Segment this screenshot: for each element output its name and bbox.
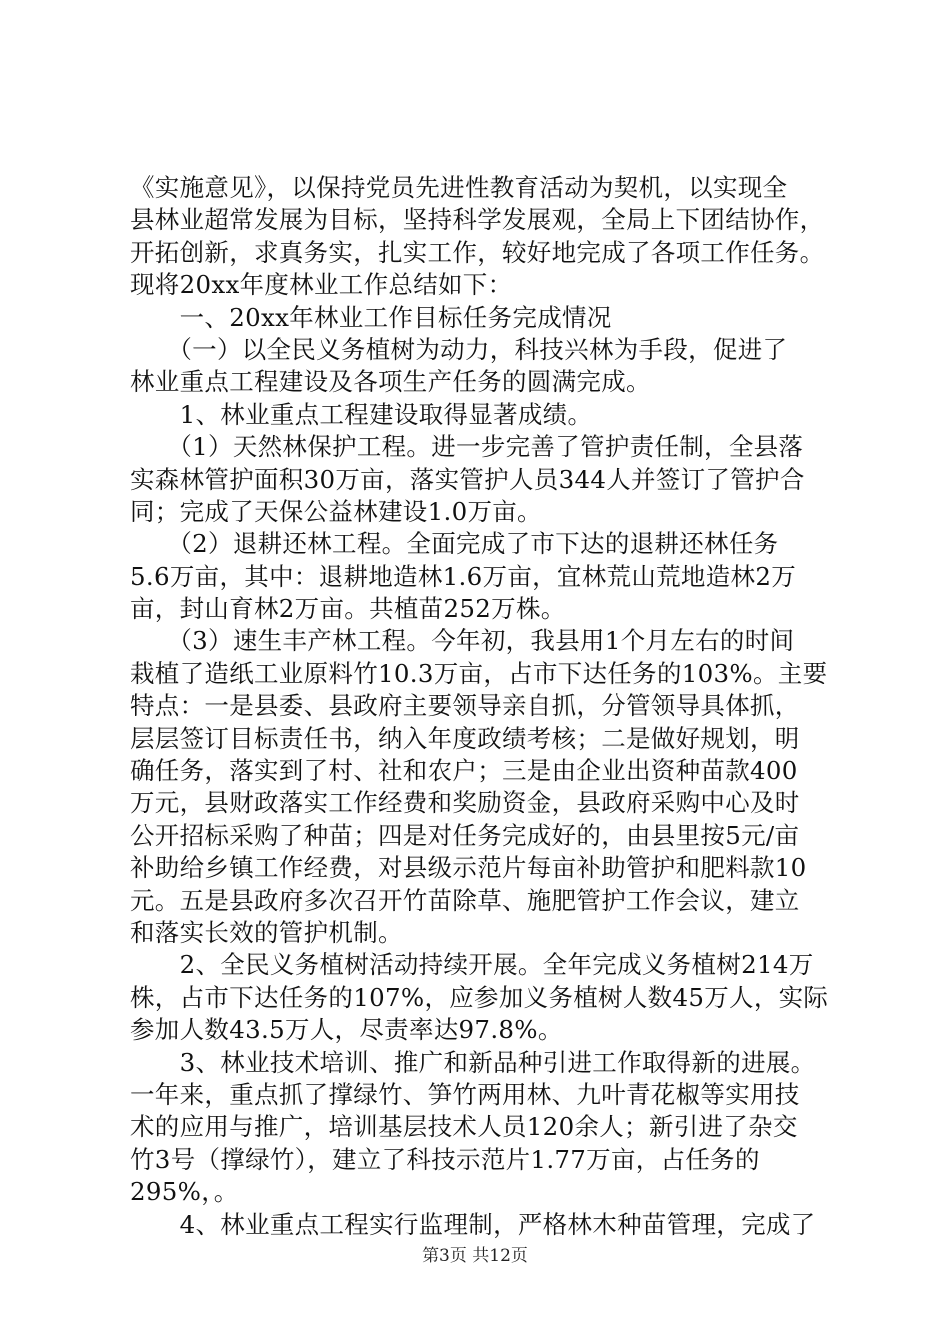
text-line: 元。五是县政府多次召开竹苗除草、施肥管护工作会议，建立 [130, 885, 800, 915]
text-line: 补助给乡镇工作经费，对县级示范片每亩补助管护和肥料款10 [130, 853, 807, 883]
text-line: 2、全民义务植树活动持续开展。全年完成义务植树214万 [130, 950, 814, 980]
text-line: 一年来，重点抓了撑绿竹、笋竹两用林、九叶青花椒等实用技 [130, 1079, 800, 1109]
text-line: 确任务，落实到了村、社和农户；三是由企业出资种苗款400 [130, 756, 798, 786]
text-line: 3、林业技术培训、推广和新品种引进工作取得新的进展。 [130, 1047, 816, 1077]
text-line: 5.6万亩，其中：退耕地造林1.6万亩，宜林荒山荒地造林2万 [130, 561, 797, 591]
text-line: 特点：一是县委、县政府主要领导亲自抓，分管领导具体抓， [130, 691, 800, 721]
text-line: 层层签订目标责任书，纳入年度政绩考核；二是做好规划，明 [130, 723, 800, 753]
text-line: 295%，。 [130, 1177, 239, 1207]
text-line: 栽植了造纸工业原料竹10.3万亩，占市下达任务的103%。主要 [130, 658, 828, 688]
text-line: 亩，封山育林2万亩。共植苗252万株。 [130, 594, 566, 624]
section-heading: 一、20xx年林业工作目标任务完成情况 [130, 302, 612, 332]
text-line: 林业重点工程建设及各项生产任务的圆满完成。 [130, 367, 651, 397]
text-line: （1）天然林保护工程。进一步完善了管护责任制，全县落 [130, 432, 804, 462]
text-line: 参加人数43.5万人，尽责率达97.8%。 [130, 1015, 563, 1045]
page-number-footer: 第3页 共12页 [422, 1246, 528, 1266]
text-line: 实森林管护面积30万亩，落实管护人员344人并签订了管护合 [130, 464, 805, 494]
text-line: （2）退耕还林工程。全面完成了市下达的退耕还林任务 [130, 529, 779, 559]
text-line: 1、林业重点工程建设取得显著成绩。 [130, 399, 593, 429]
text-line: 县林业超常发展为目标，坚持科学发展观，全局上下团结协作， [130, 205, 825, 235]
text-line: 术的应用与推广，培训基层技术人员120余人；新引进了杂交 [130, 1112, 798, 1142]
text-line: 开拓创新，求真务实，扎实工作，较好地完成了各项工作任务。 [130, 237, 825, 267]
text-line: （3）速生丰产林工程。今年初，我县用1个月左右的时间 [130, 626, 795, 656]
text-line: 竹3号（撑绿竹），建立了科技示范片1.77万亩，占任务的 [130, 1144, 760, 1174]
text-line: 株，占市下达任务的107%，应参加义务植树人数45万人，实际 [130, 982, 829, 1012]
document-body [130, 172, 830, 1241]
text-line: 4、林业重点工程实行监理制，严格林木种苗管理，完成了 [130, 1209, 816, 1239]
text-line: 同；完成了天保公益林建设1.0万亩。 [130, 496, 542, 526]
text-line: 现将20xx年度林业工作总结如下： [130, 270, 513, 300]
text-line: 公开招标采购了种苗；四是对任务完成好的，由县里按5元/亩 [130, 820, 800, 850]
text-line: 和落实长效的管护机制。 [130, 917, 403, 947]
text-line: （一）以全民义务植树为动力，科技兴林为手段，促进了 [130, 334, 788, 364]
text-line: 万元，县财政落实工作经费和奖励资金，县政府采购中心及时 [130, 788, 800, 818]
text-line: 《实施意见》，以保持党员先进性教育活动为契机，以实现全 [130, 173, 788, 202]
